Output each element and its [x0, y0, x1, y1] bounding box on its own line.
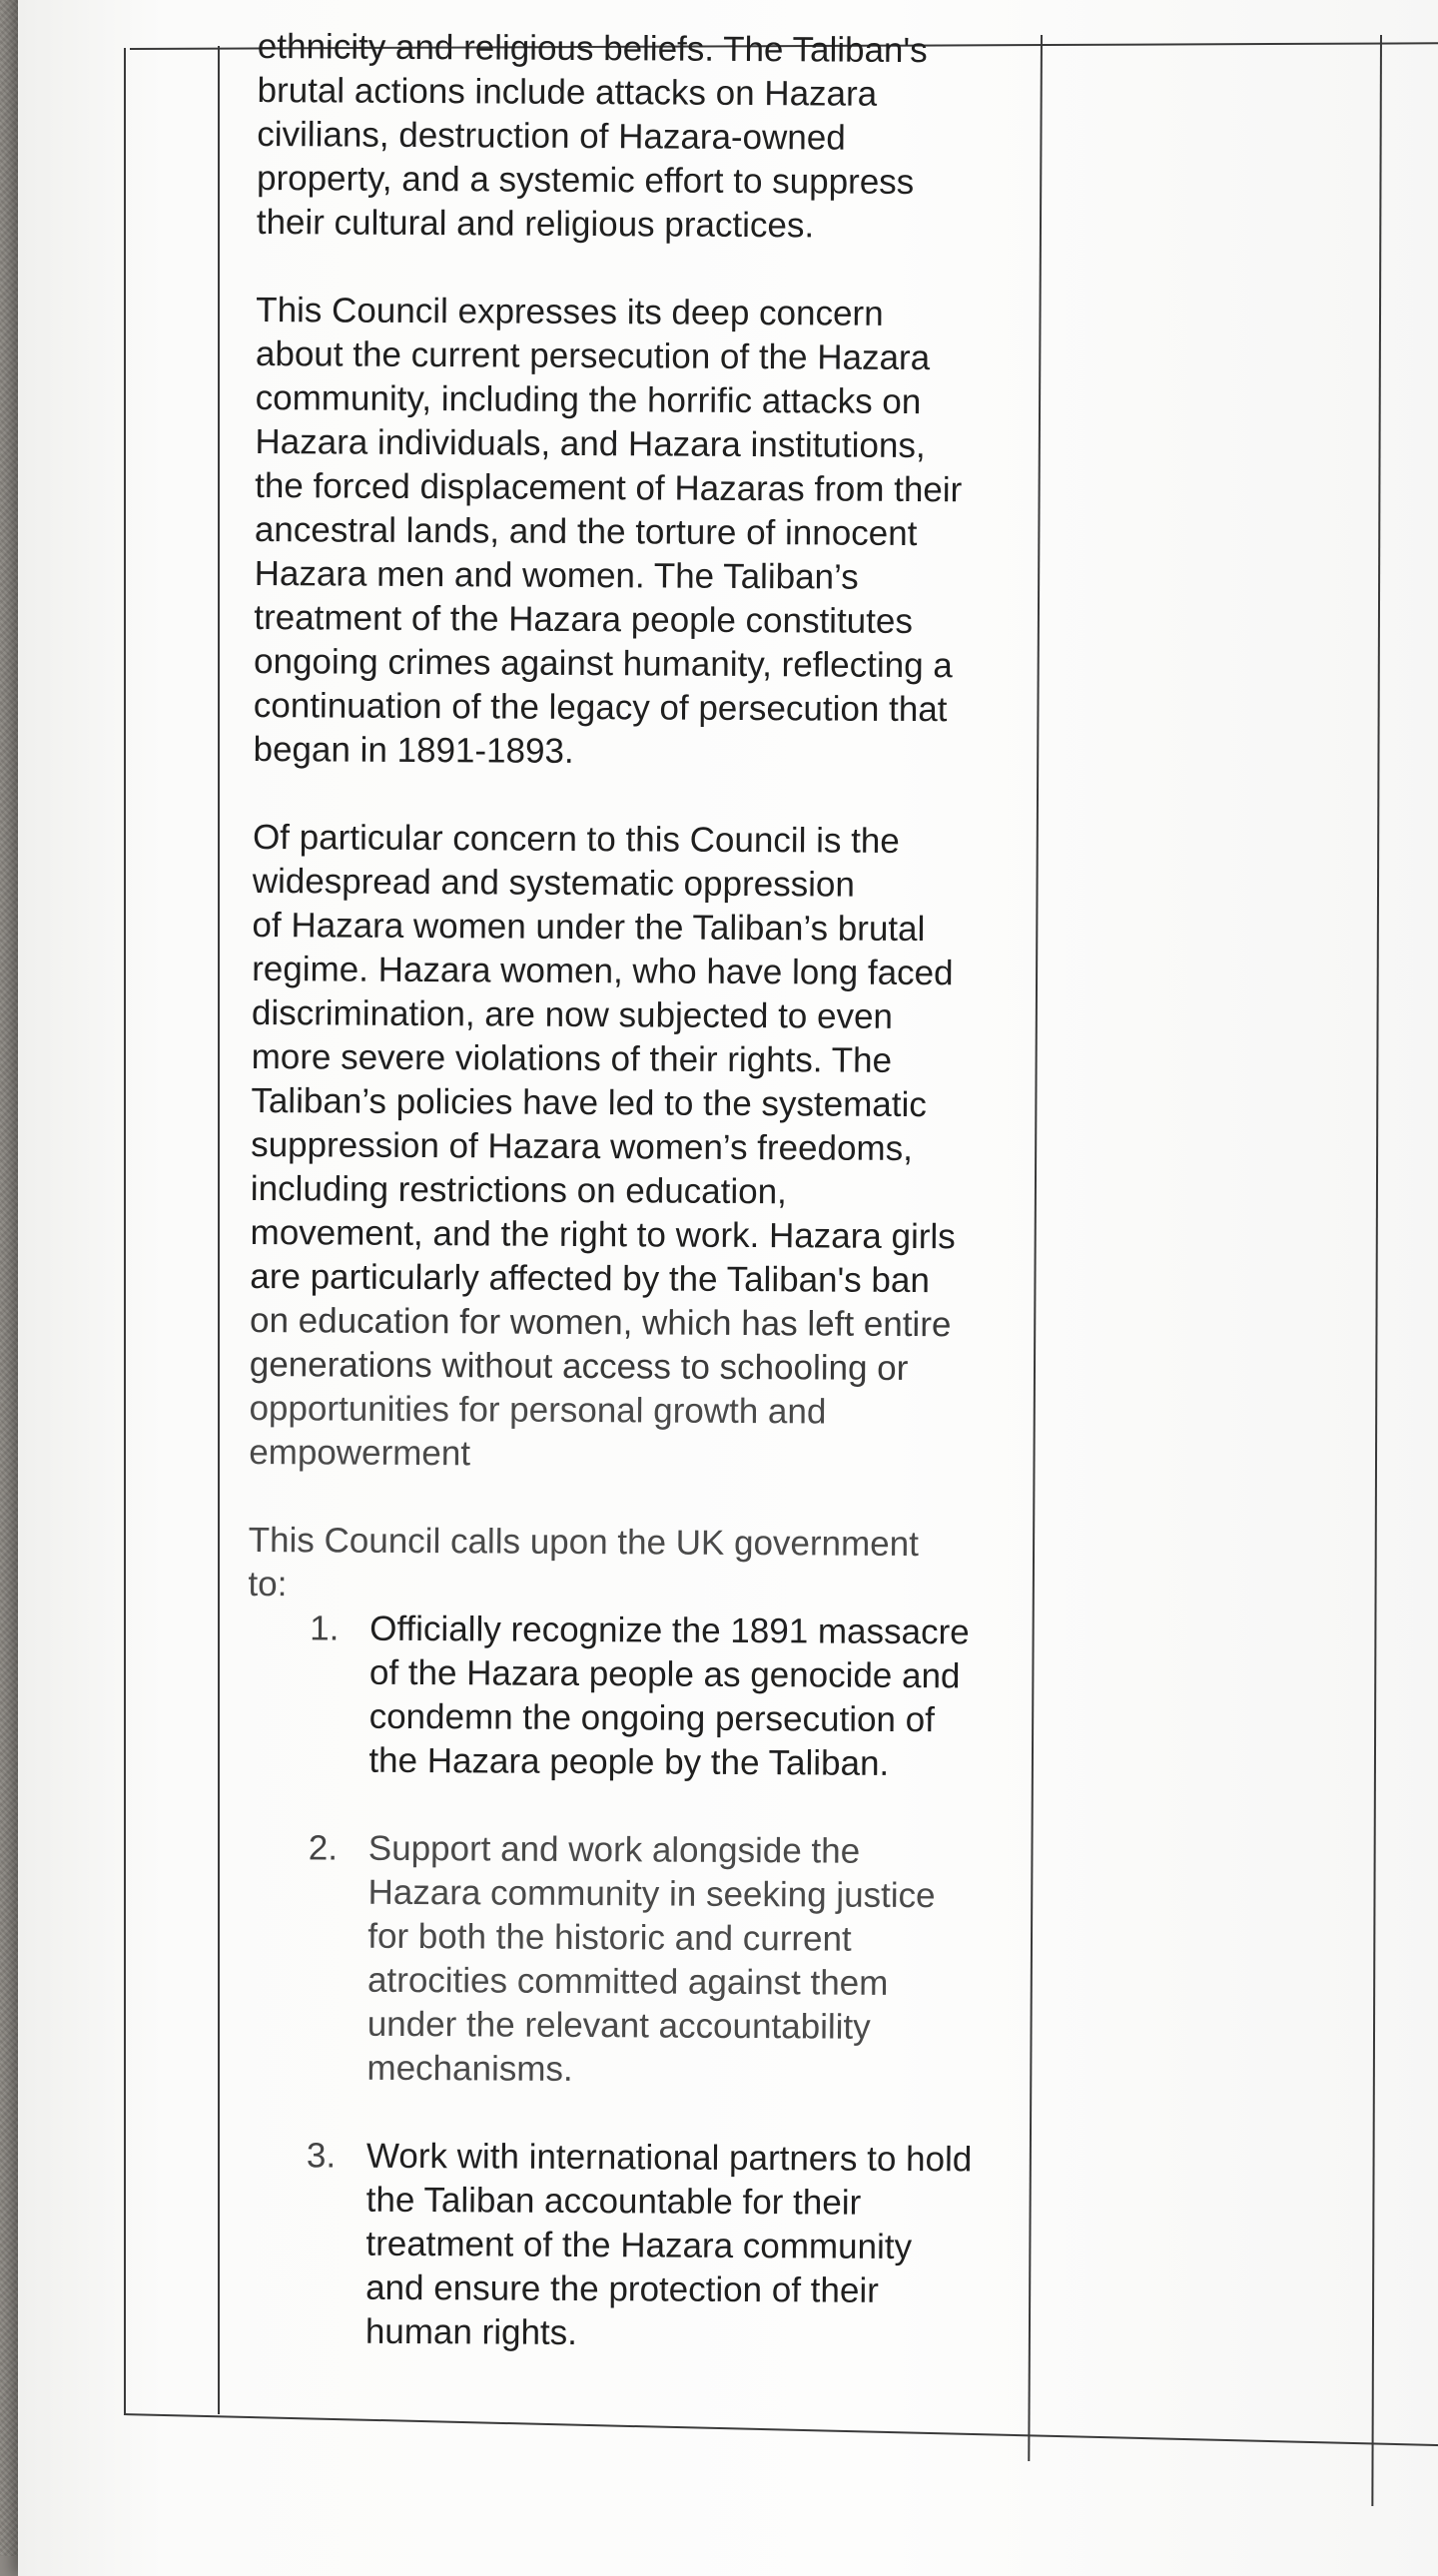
paragraph-hazara-women: [249, 816, 1052, 1480]
text-line: began in 1891-1893.: [253, 729, 574, 771]
text-line: This Council expresses its deep concern: [256, 290, 884, 333]
text-line: brutal actions include attacks on Hazara: [257, 70, 878, 114]
table-column-divider-1: [218, 46, 220, 2414]
text-line: ethnicity and religious beliefs. The Taliban's: [257, 26, 928, 71]
text-line: movement, and the right to work. Hazara girls: [250, 1212, 956, 1257]
text-line: Work with international partners to hold: [365, 2136, 973, 2180]
list-item: [245, 1826, 1046, 2095]
text-line: the Hazara people by the Taliban.: [368, 1740, 890, 1783]
text-line: community, including the horrific attacks on: [255, 377, 922, 422]
text-line: of Hazara women under the Taliban’s brutal: [252, 905, 926, 950]
text-line: and ensure the protection of their: [365, 2267, 879, 2310]
text-line: about the current persecution of the Hazara: [255, 333, 931, 378]
list-item-number: 2.: [308, 1828, 339, 1868]
text-line: Of particular concern to this Council is the: [252, 817, 900, 861]
text-line: treatment of the Hazara community: [365, 2224, 913, 2267]
text-line: Hazara community in seeking justice: [367, 1872, 936, 1916]
text-line: suppression of Hazara women’s freedoms,: [251, 1124, 913, 1169]
text-line: discrimination, are now subjected to even: [251, 992, 894, 1036]
motion-text-column: [243, 25, 1056, 2402]
text-line: Hazara men and women. The Taliban’s: [254, 553, 859, 597]
text-line: of the Hazara people as genocide and: [368, 1652, 961, 1696]
text-line: human rights.: [364, 2311, 578, 2352]
text-line: ancestral lands, and the torture of innocent: [254, 509, 918, 554]
text-line: property, and a systemic effort to suppress: [256, 158, 915, 203]
text-line: atrocities committed against them: [366, 1960, 889, 2003]
text-line: This Council calls upon the UK government: [248, 1520, 920, 1565]
table-bottom-border: [124, 2413, 1438, 2446]
list-item-number: 3.: [306, 2136, 337, 2176]
table-left-border: [124, 48, 126, 2414]
text-line: on education for women, which has left entire: [249, 1300, 952, 1345]
text-line: continuation of the legacy of persecution that: [253, 685, 948, 730]
list-item: [244, 2134, 1044, 2358]
text-line: Taliban’s policies have led to the systematic: [251, 1080, 927, 1125]
text-line: widespread and systematic oppression: [252, 861, 855, 905]
paragraph-persecution-intro: [257, 25, 1057, 250]
text-line: condemn the ongoing persecution of: [368, 1696, 936, 1740]
text-line: opportunities for personal growth and: [249, 1388, 827, 1432]
text-line: Hazara individuals, and Hazara institutions,: [255, 421, 926, 466]
text-line: under the relevant accountability: [366, 2004, 871, 2047]
text-line: treatment of the Hazara people constitutes: [254, 597, 914, 642]
text-line: Support and work alongside the: [367, 1828, 861, 1871]
text-line: the Taliban accountable for their: [365, 2180, 862, 2223]
text-line: including restrictions on education,: [250, 1168, 787, 1212]
text-line: empowerment: [249, 1432, 471, 1474]
text-line: ongoing crimes against humanity, reflecting a: [253, 641, 953, 686]
table-column-divider-3: [1371, 35, 1382, 2506]
paper-sheet: [18, 0, 1438, 2576]
text-line: more severe violations of their rights. The: [251, 1036, 893, 1080]
text-line: Officially recognize the 1891 massacre: [369, 1609, 970, 1652]
list-item-number: 1.: [310, 1609, 340, 1648]
text-line: their cultural and religious practices.: [256, 202, 815, 246]
text-line: generations without access to schooling or: [249, 1344, 909, 1389]
text-line: mechanisms.: [366, 2048, 573, 2089]
text-line: to:: [248, 1564, 288, 1605]
recommendations-list: [244, 1607, 1048, 2358]
text-line: are particularly affected by the Taliban's ban: [250, 1256, 930, 1301]
text-line: for both the historic and current: [367, 1916, 852, 1959]
text-line: the forced displacement of Hazaras from their: [255, 465, 963, 510]
paragraph-council-concern: [253, 289, 1055, 777]
text-line: civilians, destruction of Hazara-owned: [257, 114, 846, 158]
paragraph-calls-upon: [248, 1519, 1048, 1611]
list-item: [247, 1607, 1047, 1787]
text-line: regime. Hazara women, who have long faced: [252, 949, 954, 993]
